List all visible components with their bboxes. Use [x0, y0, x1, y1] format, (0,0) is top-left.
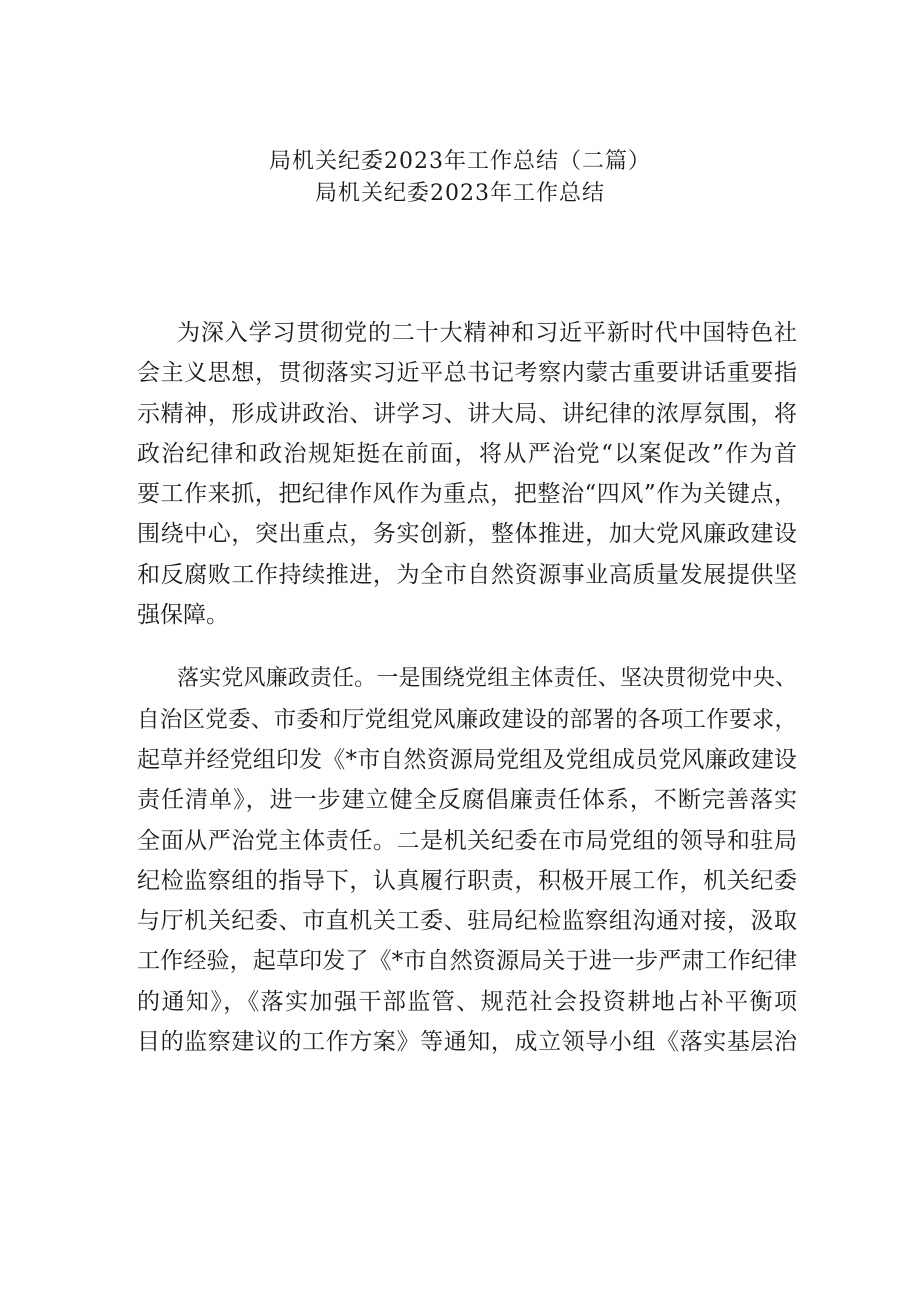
paragraph-1 — [137, 313, 797, 635]
text-line: 责任清单》，进一步建立健全反腐倡廉责任体系，不断完善落实 — [137, 787, 797, 814]
text-line: 全面从严治党主体责任。二是机关纪委在市局党组的领导和驻局 — [137, 827, 797, 854]
text-line: 示精神，形成讲政治、讲学习、讲大局、讲纪律的浓厚氛围，将 — [137, 400, 797, 427]
text-line: 纪检监察组的指导下，认真履行职责，积极开展工作，机关纪委 — [137, 867, 797, 894]
text-line: 的通知》，《落实加强干部监管、规范社会投资耕地占补平衡项 — [137, 988, 797, 1015]
text-line: 与厅机关纪委、市直机关工委、驻局纪检监察组沟通对接，汲取 — [137, 908, 797, 935]
text-line: 会主义思想，贯彻落实习近平总书记考察内蒙古重要讲话重要指 — [137, 360, 797, 387]
text-line: 围绕中心，突出重点，务实创新，整体推进，加大党风廉政建设 — [137, 521, 797, 548]
text-line: 起草并经党组印发《*市自然资源局党组及党组成员党风廉政建设 — [137, 746, 797, 773]
document-body — [137, 313, 797, 1062]
text-line: 强保障。 — [137, 602, 229, 629]
paragraph-2 — [137, 659, 797, 1062]
document-subtitle: 局机关纪委2023年工作总结 — [315, 181, 605, 206]
document-title: 局机关纪委2023年工作总结（二篇） — [269, 149, 651, 174]
text-line: 和反腐败工作持续推进，为全市自然资源事业高质量发展提供坚 — [137, 561, 797, 588]
text-line: 自治区党委、市委和厅党组党风廉政建设的部署的各项工作要求， — [137, 706, 797, 733]
text-line: 要工作来抓，把纪律作风作为重点，把整治“四风”作为关键点， — [137, 481, 797, 508]
text-line: 目的监察建议的工作方案》等通知，成立领导小组《落实基层治 — [137, 1029, 797, 1056]
text-line: 政治纪律和政治规矩挺在前面，将从严治党“以案促改”作为首 — [137, 440, 797, 467]
text-line: 工作经验，起草印发了《*市自然资源局关于进一步严肃工作纪律 — [137, 948, 797, 975]
text-line: 落实党风廉政责任。一是围绕党组主体责任、坚决贯彻党中央、 — [177, 666, 797, 692]
title-block — [0, 146, 920, 210]
text-line: 为深入学习贯彻党的二十大精神和习近平新时代中国特色社 — [177, 320, 797, 346]
